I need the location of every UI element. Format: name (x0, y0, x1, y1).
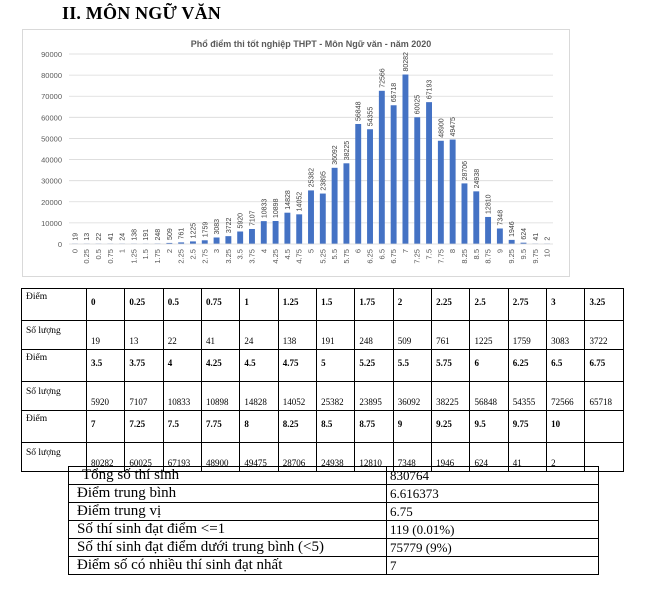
x-tick-label: 2.25 (176, 249, 186, 264)
x-tick-label: 4.5 (282, 249, 292, 260)
count-cell: 80282 (87, 443, 125, 472)
count-cell: 3722 (585, 321, 624, 350)
count-cell: 3083 (547, 321, 585, 350)
stat-label: Điểm trung bình (69, 485, 387, 503)
data-label: 10833 (261, 198, 269, 219)
bar-4.25 (273, 221, 279, 244)
x-tick-label: 2 (164, 249, 174, 254)
x-tick-label: 5.5 (330, 249, 340, 260)
data-label: 191 (143, 228, 151, 241)
y-tick-label: 60000 (41, 113, 62, 123)
point-cell (585, 411, 624, 443)
x-tick-label: 9.75 (530, 249, 540, 264)
count-cell: 36092 (393, 382, 431, 411)
data-label: 14052 (296, 191, 304, 212)
data-label: 14828 (284, 190, 292, 210)
x-tick-label: 0.25 (82, 249, 92, 264)
point-cell: 3 (547, 289, 585, 321)
point-cell: 5.5 (393, 350, 431, 382)
data-label: 13 (84, 232, 92, 241)
point-cell: 6 (470, 350, 508, 382)
point-cell: 7.75 (202, 411, 240, 443)
bar-4.75 (296, 214, 302, 244)
data-label: 36092 (332, 145, 340, 165)
count-cell: 48900 (202, 443, 240, 472)
bar-7.75 (438, 141, 444, 244)
point-cell: 9 (393, 411, 431, 443)
data-label: 138 (131, 228, 139, 241)
point-cell: 6.5 (547, 350, 585, 382)
point-cell: 4.5 (240, 350, 278, 382)
count-cell: 1946 (432, 443, 470, 472)
bar-3 (214, 237, 220, 244)
count-cell: 24938 (317, 443, 355, 472)
point-cell: 1.75 (355, 289, 393, 321)
stats-row (69, 521, 599, 539)
data-label: 7107 (249, 210, 257, 226)
count-cell: 72566 (547, 382, 585, 411)
point-cell: 3.5 (87, 350, 125, 382)
data-label: 1946 (509, 221, 517, 237)
bar-4 (261, 221, 267, 244)
x-tick-label: 1 (117, 249, 127, 254)
stats-row (69, 485, 599, 503)
point-cell: 7 (87, 411, 125, 443)
count-cell: 56848 (470, 382, 508, 411)
count-cell: 14828 (240, 382, 278, 411)
count-cell: 14052 (278, 382, 316, 411)
count-cell: 5920 (87, 382, 125, 411)
stats-row (69, 557, 599, 575)
count-cell: 7107 (125, 382, 163, 411)
x-tick-label: 5.75 (341, 249, 351, 264)
count-cell: 65718 (585, 382, 624, 411)
x-tick-label: 8.75 (483, 249, 493, 264)
data-label: 12810 (485, 194, 493, 214)
point-cell: 3.25 (585, 289, 624, 321)
table-row (22, 289, 624, 321)
point-cell: 5.25 (355, 350, 393, 382)
x-tick-label: 1.5 (141, 249, 151, 260)
data-label: 1225 (190, 222, 198, 239)
stats-row (69, 503, 599, 521)
stat-value: 119 (0.01%) (387, 521, 599, 539)
point-cell: 7.25 (125, 411, 163, 443)
bar-6.75 (391, 105, 397, 244)
chart-title: Phổ điểm thi tốt nghiệp THPT - Môn Ngữ văn - năm 2020 (190, 39, 432, 49)
point-row-label: Điểm (22, 350, 87, 382)
count-cell: 25382 (317, 382, 355, 411)
data-label: 624 (520, 227, 528, 240)
bar-3.75 (249, 229, 255, 244)
bar-6 (355, 124, 361, 244)
data-label: 24938 (473, 168, 481, 189)
point-cell: 2.5 (470, 289, 508, 321)
x-tick-label: 7 (400, 249, 410, 254)
data-label: 5920 (237, 212, 245, 229)
bar-7.5 (426, 102, 432, 244)
point-cell: 0 (87, 289, 125, 321)
bar-7.25 (414, 117, 420, 244)
data-label: 48900 (438, 118, 446, 138)
x-tick-label: 8.5 (471, 249, 481, 260)
data-label: 509 (166, 228, 174, 240)
chart-svg (23, 30, 569, 276)
count-cell: 23895 (355, 382, 393, 411)
data-label: 22 (96, 232, 104, 241)
count-cell: 248 (355, 321, 393, 350)
section-heading: II. MÔN NGỮ VĂN (62, 3, 221, 23)
count-cell: 7348 (393, 443, 431, 472)
count-cell: 1225 (470, 321, 508, 350)
point-cell: 10 (547, 411, 585, 443)
x-tick-label: 0 (70, 249, 80, 254)
bar-3.25 (225, 236, 231, 244)
bar-8.25 (462, 183, 468, 244)
point-cell: 5.75 (432, 350, 470, 382)
y-tick-label: 0 (57, 240, 62, 249)
count-cell: 13 (125, 321, 163, 350)
table-row (22, 411, 624, 443)
data-label: 248 (155, 228, 163, 241)
x-tick-label: 6.25 (365, 249, 375, 264)
stat-label: Số thí sinh đạt điểm dưới trung bình (<5) (69, 539, 387, 557)
count-row-label: Số lượng (22, 382, 87, 411)
count-cell: 2 (547, 443, 585, 472)
x-tick-label: 9.25 (507, 249, 517, 264)
x-tick-label: 1.75 (153, 249, 163, 264)
count-cell: 509 (393, 321, 431, 350)
count-cell: 67193 (163, 443, 201, 472)
bar-5.5 (332, 168, 338, 244)
stat-label: Tổng số thí sinh (69, 467, 387, 485)
x-tick-label: 3 (212, 249, 222, 254)
x-tick-label: 9 (495, 249, 505, 254)
point-cell: 6.75 (585, 350, 624, 382)
point-cell: 0.5 (163, 289, 201, 321)
stats-row (69, 539, 599, 557)
data-label: 28706 (461, 160, 469, 181)
count-cell: 10833 (163, 382, 201, 411)
stat-value: 7 (387, 557, 599, 575)
bar-9.25 (509, 240, 515, 244)
point-cell: 4.25 (202, 350, 240, 382)
count-cell: 24 (240, 321, 278, 350)
bar-3.5 (237, 232, 243, 244)
stats-table (68, 466, 599, 575)
x-tick-label: 8 (448, 249, 458, 254)
point-cell: 5 (317, 350, 355, 382)
count-cell: 191 (317, 321, 355, 350)
stat-value: 6.616373 (387, 485, 599, 503)
x-tick-label: 4.75 (294, 249, 304, 264)
y-tick-label: 40000 (41, 155, 62, 165)
count-cell: 38225 (432, 382, 470, 411)
point-cell: 8 (240, 411, 278, 443)
data-label: 3722 (225, 217, 233, 234)
stat-label: Số thí sinh đạt điểm <=1 (69, 521, 387, 539)
point-cell: 2 (393, 289, 431, 321)
x-tick-label: 7.75 (436, 249, 446, 264)
count-cell: 28706 (278, 443, 316, 472)
point-cell: 0.75 (202, 289, 240, 321)
point-cell: 1 (240, 289, 278, 321)
count-cell: 761 (432, 321, 470, 350)
y-tick-label: 70000 (41, 92, 62, 102)
data-label: 1759 (202, 221, 210, 238)
data-label: 23895 (320, 171, 328, 191)
x-tick-label: 3.5 (235, 249, 245, 260)
y-tick-label: 20000 (41, 197, 62, 207)
count-cell: 12810 (355, 443, 393, 472)
table-row (22, 350, 624, 382)
data-label: 67193 (426, 79, 434, 100)
x-tick-label: 1.25 (129, 249, 139, 264)
x-tick-label: 3.25 (223, 249, 233, 264)
table-row (22, 321, 624, 350)
y-tick-label: 90000 (41, 50, 62, 59)
data-label: 38225 (343, 140, 351, 161)
count-cell: 54355 (508, 382, 546, 411)
point-row-label: Điểm (22, 411, 87, 443)
data-label: 65718 (391, 82, 399, 103)
y-tick-label: 50000 (41, 134, 62, 144)
point-cell: 1.5 (317, 289, 355, 321)
x-tick-label: 6 (353, 249, 363, 254)
data-label: 3083 (214, 218, 222, 235)
count-row-label: Số lượng (22, 321, 87, 350)
data-label: 60025 (414, 94, 422, 115)
count-cell: 19 (87, 321, 125, 350)
stat-value: 6.75 (387, 503, 599, 521)
data-label: 41 (107, 232, 115, 241)
count-cell: 49475 (240, 443, 278, 472)
bar-5 (308, 190, 314, 244)
count-cell: 41 (508, 443, 546, 472)
point-cell: 8.5 (317, 411, 355, 443)
point-cell: 2.25 (432, 289, 470, 321)
data-label: 10898 (273, 198, 281, 218)
x-tick-label: 4.25 (271, 249, 281, 264)
bar-8.5 (473, 191, 479, 244)
count-cell: 10898 (202, 382, 240, 411)
point-cell: 8.25 (278, 411, 316, 443)
bar-8 (450, 140, 456, 244)
y-tick-label: 10000 (41, 218, 62, 228)
bar-5.75 (343, 163, 349, 244)
point-row-label: Điểm (22, 289, 87, 321)
stat-label: Điểm trung vị (69, 503, 387, 521)
data-label: 7348 (497, 209, 505, 226)
x-tick-label: 8.25 (459, 249, 469, 264)
data-label: 56848 (355, 101, 363, 121)
score-table (21, 288, 624, 472)
point-cell: 4 (163, 350, 201, 382)
point-cell: 1.25 (278, 289, 316, 321)
point-cell: 8.75 (355, 411, 393, 443)
data-label: 80282 (402, 52, 410, 72)
x-tick-label: 6.5 (377, 249, 387, 260)
stat-value: 830764 (387, 467, 599, 485)
point-cell: 3.75 (125, 350, 163, 382)
count-row-label: Số lượng (22, 443, 87, 472)
point-cell: 4.75 (278, 350, 316, 382)
stat-value: 75779 (9%) (387, 539, 599, 557)
data-label: 54355 (367, 106, 375, 127)
data-label: 24 (119, 232, 127, 241)
count-cell: 624 (470, 443, 508, 472)
count-cell: 1759 (508, 321, 546, 350)
point-cell: 6.25 (508, 350, 546, 382)
x-tick-label: 3.75 (247, 249, 257, 264)
point-cell: 0.25 (125, 289, 163, 321)
data-label: 761 (178, 227, 186, 240)
x-tick-label: 7.25 (412, 249, 422, 264)
bar-8.75 (485, 217, 491, 244)
bar-6.25 (367, 129, 373, 244)
count-cell: 60025 (125, 443, 163, 472)
x-tick-label: 0.5 (94, 249, 104, 260)
bar-6.5 (379, 91, 385, 244)
bar-9 (497, 228, 503, 244)
x-tick-label: 7.5 (424, 249, 434, 260)
point-cell: 9.75 (508, 411, 546, 443)
count-cell: 22 (163, 321, 201, 350)
count-cell: 41 (202, 321, 240, 350)
x-tick-label: 5 (306, 249, 316, 254)
x-tick-label: 2.75 (200, 249, 210, 264)
x-tick-label: 5.25 (318, 249, 328, 264)
y-tick-label: 30000 (41, 176, 62, 186)
x-tick-label: 0.75 (105, 249, 115, 264)
x-tick-label: 4 (259, 249, 269, 254)
point-cell: 9.25 (432, 411, 470, 443)
stats-row (69, 467, 599, 485)
bar-7 (402, 75, 408, 244)
score-distribution-chart (22, 29, 570, 277)
bar-4.5 (284, 213, 290, 244)
y-tick-label: 80000 (41, 71, 62, 81)
data-label: 49475 (450, 117, 458, 137)
point-cell: 7.5 (163, 411, 201, 443)
data-label: 41 (532, 232, 540, 241)
point-cell: 2.75 (508, 289, 546, 321)
data-label: 72566 (379, 68, 387, 88)
x-tick-label: 6.75 (389, 249, 399, 264)
count-cell: 138 (278, 321, 316, 350)
x-tick-label: 2.5 (188, 249, 198, 260)
data-label: 25382 (308, 167, 316, 188)
x-tick-label: 9.5 (518, 249, 528, 260)
bar-2.75 (202, 240, 208, 244)
stat-label: Điểm số có nhiều thí sinh đạt nhất (69, 557, 387, 575)
point-cell: 9.5 (470, 411, 508, 443)
data-label: 19 (72, 232, 80, 241)
data-label: 2 (544, 236, 552, 241)
table-row (22, 382, 624, 411)
bar-5.25 (320, 194, 326, 244)
x-tick-label: 10 (542, 249, 552, 258)
